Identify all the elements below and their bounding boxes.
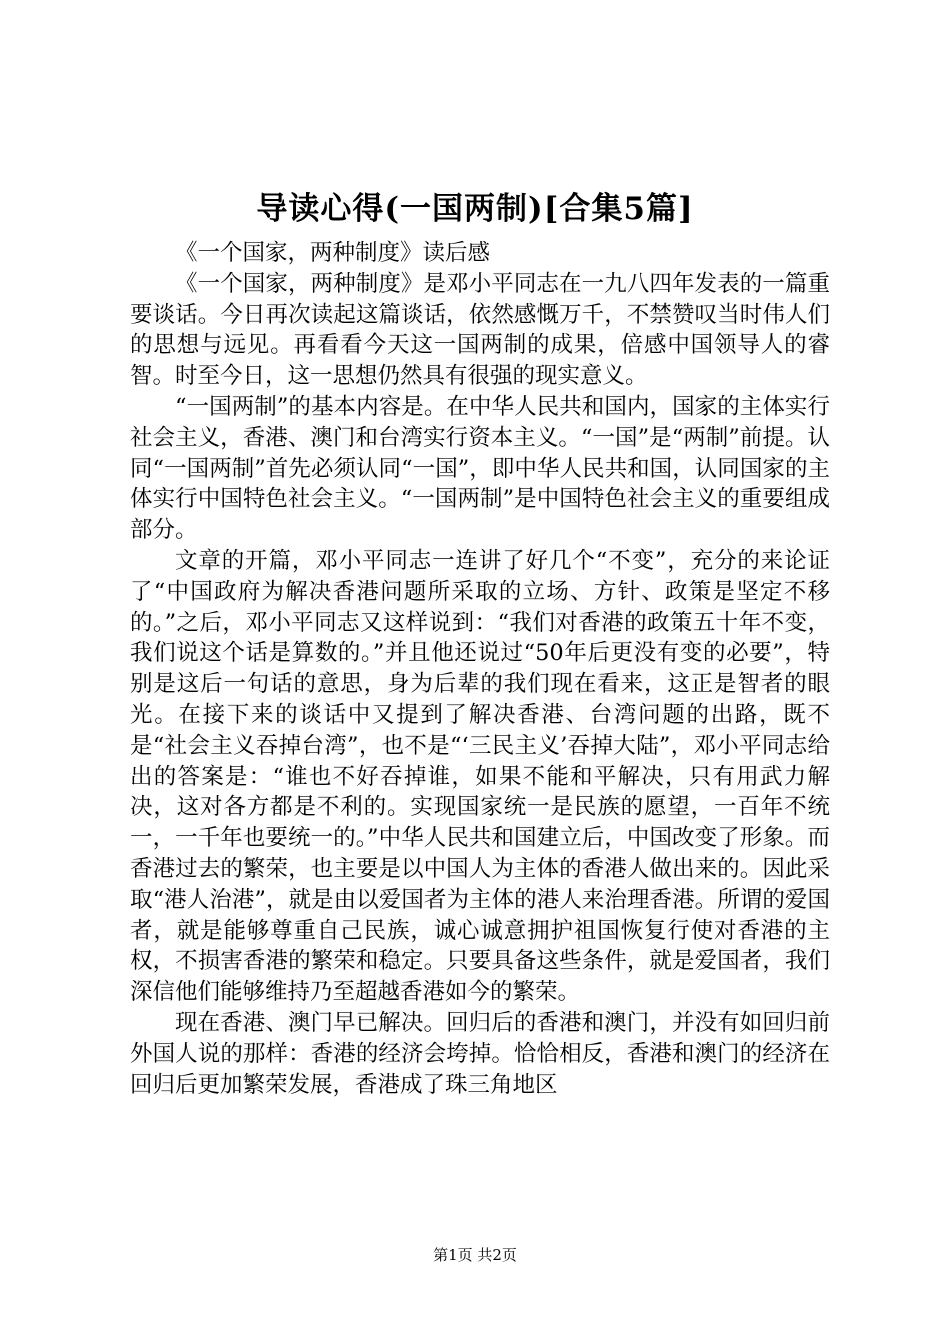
page-footer: 第1页 共2页 <box>433 1246 517 1264</box>
paragraph: 文章的开篇，邓小平同志一连讲了好几个“不变”，充分的来论证了“中国政府为解决香港问题所采取的立场、方针、政策是坚定不移的。”之后，邓小平同志又这样说到：“我们对香港的政策五十年不变，我们说这个话是算数的。”并且他还说过“50年后更没有变的必要”，特别是这后一句话的意思，身为后辈的我们现在看来，这正是智者的眼光。在接下来的谈话中又提到了解决香港、台湾问题的出路，既不是“社会主义吞掉台湾”，也不是“‘三民主义’吞掉大陆”，邓小平同志给出的答案是：“谁也不好吞掉谁，如果不能和平解决，只有用武力解决，这对各方都是不利的。实现国家统一是民族的愿望，一百年不统一，一千年也要统一的。”中华人民共和国建立后，中国改变了形象。而香港过去的繁荣，也主要是以中国人为主体的香港人做出来的。因此采取“港人治港”，就是由以爱国者为主体的港人来治理香港。所谓的爱国者，就是能够尊重自己民族，诚心诚意拥护祖国恢复行使对香港的主权，不损害香港的繁荣和稳定。只要具备这些条件，就是爱国者，我们深信他们能够维持乃至超越香港如今的繁荣。 <box>130 547 830 1006</box>
paragraph: 现在香港、澳门早已解决。回归后的香港和澳门，并没有如回归前外国人说的那样：香港的经济会垮掉。恰恰相反，香港和澳门的经济在回归后更加繁荣发展，香港成了珠三角地区 <box>130 1009 830 1098</box>
document-body <box>130 238 830 1100</box>
paragraph: 《一个国家，两种制度》是邓小平同志在一九八四年发表的一篇重要谈话。今日再次读起这篇谈话，依然感慨万千，不禁赞叹当时伟人们的思想与远见。再看看今天这一国两制的成果，倍感中国领导人的睿智。时至今日，这一思想仍然具有很强的现实意义。 <box>130 270 830 390</box>
paragraph: “一国两制”的基本内容是。在中华人民共和国内，国家的主体实行社会主义，香港、澳门和台湾实行资本主义。“一国”是“两制”前提。认同“一国两制”首先必须认同“一国”，即中华人民共和国，认同国家的主体实行中国特色社会主义。“一国两制”是中国特色社会主义的重要组成部分。 <box>130 393 830 544</box>
document-title: 导读心得(一国两制)[合集5篇] <box>256 191 694 227</box>
paragraph-subtitle: 《一个国家，两种制度》读后感 <box>175 240 491 266</box>
